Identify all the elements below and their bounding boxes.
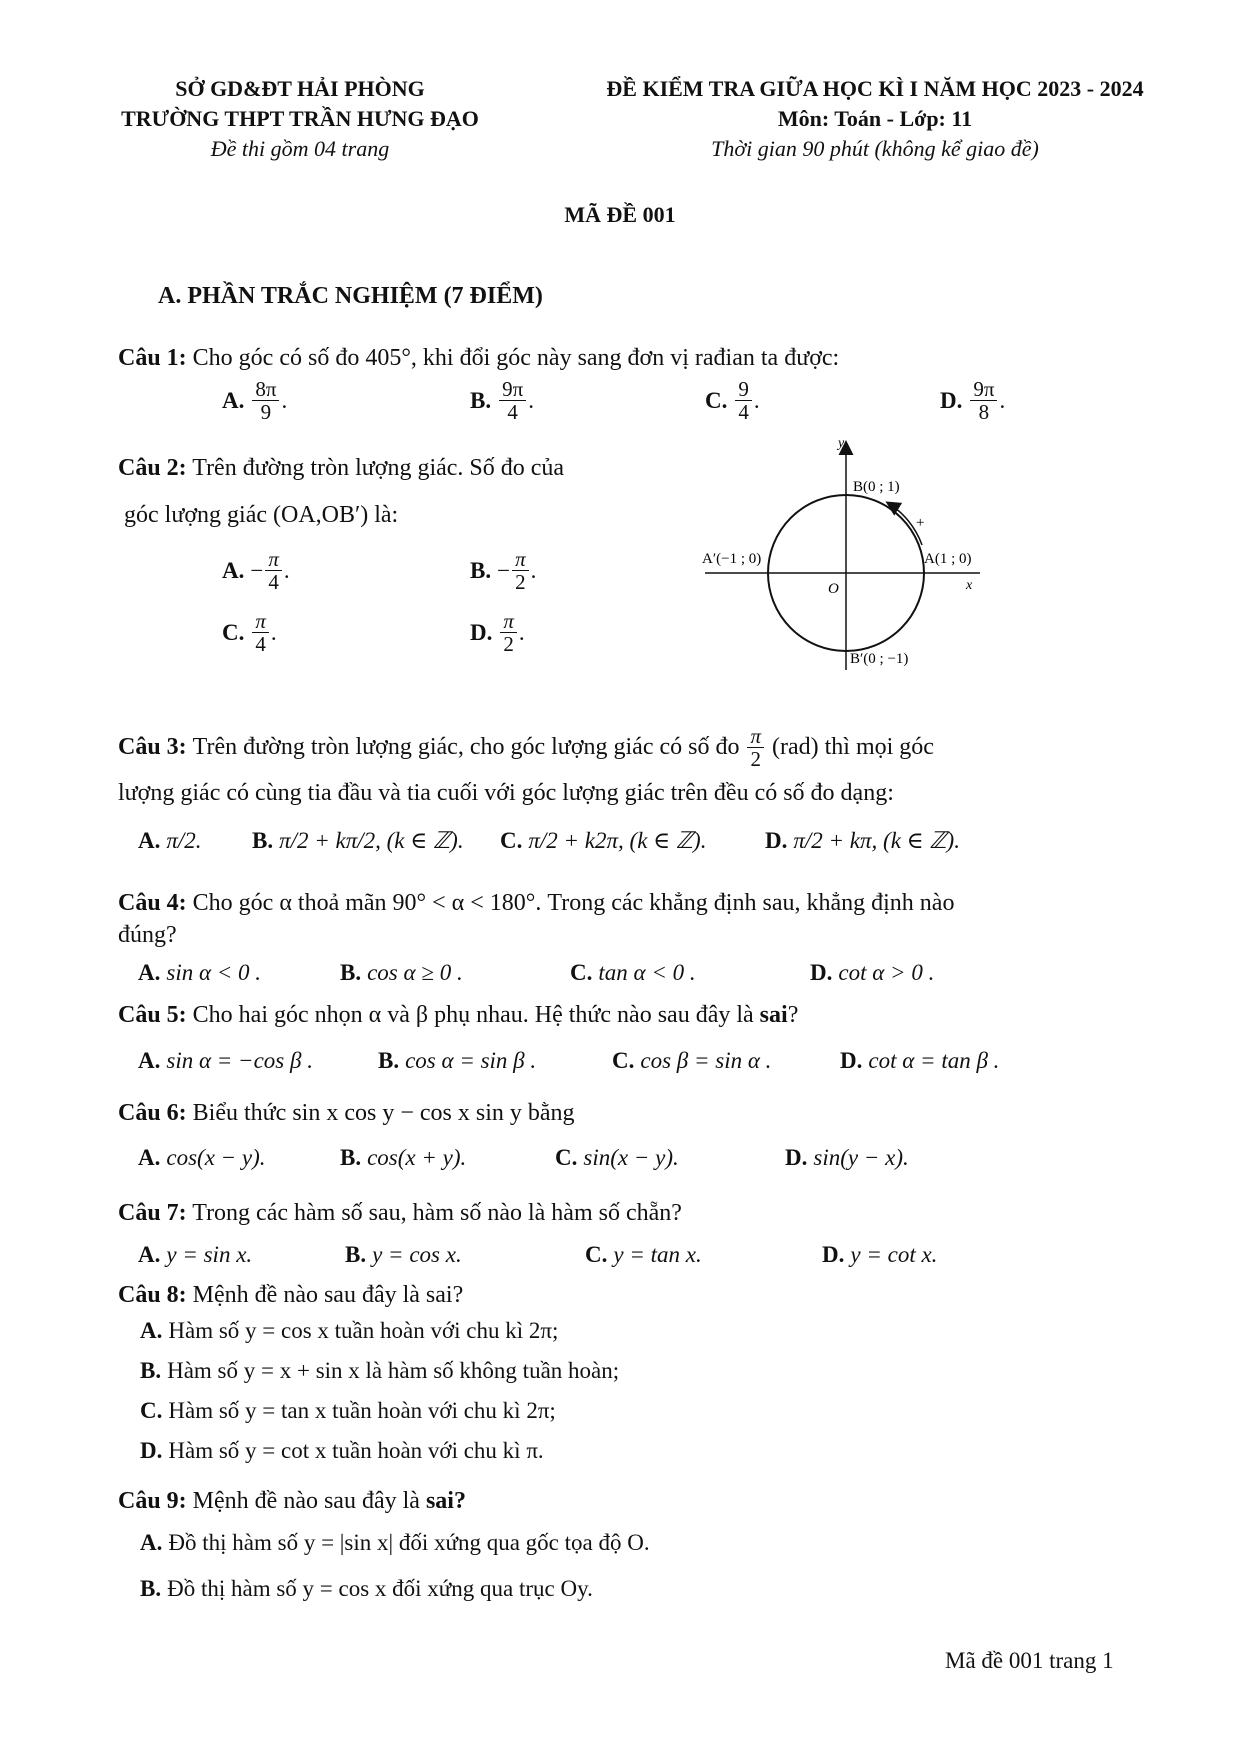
question-label: Câu 6: bbox=[118, 1100, 187, 1126]
question-8 bbox=[118, 1282, 463, 1309]
point-b-prime-label: B′(0 ; −1) bbox=[850, 651, 909, 667]
q9-option-a: A. Đồ thị hàm số y = |sin x| đối xứng qua gốc tọa độ O. bbox=[140, 1530, 650, 1555]
question-label: Câu 3: bbox=[118, 734, 187, 761]
question-text: Cho hai góc nhọn α và β phụ nhau. Hệ thức nào sau đây là bbox=[192, 1002, 754, 1028]
question-4-line2: đúng? bbox=[118, 922, 177, 948]
q5-option-b: B. cos α = sin β . bbox=[378, 1048, 537, 1073]
positive-direction-label: + bbox=[916, 515, 925, 531]
question-text: Mệnh đề nào sau đây là sai? bbox=[192, 1282, 464, 1308]
q4-option-d: D. cot α > 0 . bbox=[810, 960, 935, 985]
origin-label: O bbox=[828, 581, 839, 597]
q3-option-b: B. π/2 + kπ/2, (k ∈ ℤ). bbox=[252, 828, 464, 853]
question-text: Trên đường tròn lượng giác, cho góc lượng giác có số đo bbox=[192, 734, 740, 761]
question-text: Trên đường tròn lượng giác. Số đo của bbox=[192, 455, 565, 481]
q1-option-d: D. $\frac{9\pi}{8}$ . bbox=[940, 377, 1006, 425]
school-name: TRƯỜNG THPT TRẦN HƯNG ĐẠO bbox=[121, 106, 479, 131]
page-footer: Mã đề 001 trang 1 bbox=[945, 1648, 1114, 1673]
q8-option-a: A. Hàm số y = cos x tuần hoàn với chu kì 2π; bbox=[140, 1318, 559, 1343]
section-title: A. PHẦN TRẮC NGHIỆM (7 ĐIỂM) bbox=[158, 283, 543, 309]
x-axis-label: x bbox=[966, 578, 973, 593]
question-9 bbox=[118, 1488, 466, 1515]
q3-option-c: C. π/2 + k2π, (k ∈ ℤ). bbox=[500, 828, 707, 853]
exam-code: MÃ ĐỀ 001 bbox=[564, 202, 676, 227]
q2-option-a: A. − $\frac{\pi}{4}$ . bbox=[222, 547, 290, 595]
q5-option-d: D. cot α = tan β . bbox=[840, 1048, 1000, 1073]
q8-option-b: B. Hàm số y = x + sin x là hàm số không tuần hoàn; bbox=[140, 1358, 620, 1383]
q3-option-d: D. π/2 + kπ, (k ∈ ℤ). bbox=[765, 828, 960, 853]
question-label: Câu 4: bbox=[118, 890, 187, 916]
exam-title: ĐỀ KIỂM TRA GIỮA HỌC KÌ I NĂM HỌC 2023 - 2024 bbox=[606, 76, 1144, 101]
question-1 bbox=[118, 345, 839, 372]
question-7 bbox=[118, 1200, 682, 1227]
question-text: Cho góc α thoả mãn 90° < α < 180°. Trong các khẳng định sau, khẳng định nào bbox=[192, 890, 955, 916]
point-a-label: A(1 ; 0) bbox=[924, 551, 972, 567]
question-text: Biểu thức sin x cos y − cos x sin y bằng bbox=[192, 1100, 575, 1126]
q7-option-b: B. y = cos x. bbox=[345, 1242, 462, 1267]
q1-option-c: C. $\frac{9}{4}$ . bbox=[705, 377, 760, 425]
question-label: Câu 2: bbox=[118, 455, 187, 481]
question-text: Cho góc có số đo 405°, khi đổi góc này sang đơn vị rađian ta được: bbox=[192, 345, 840, 371]
question-text: Mệnh đề nào sau đây là bbox=[192, 1488, 420, 1514]
point-b-label: B(0 ; 1) bbox=[853, 479, 900, 495]
q9-option-b: B. Đồ thị hàm số y = cos x đối xứng qua trục Oy. bbox=[140, 1576, 593, 1601]
page-count: Đề thi gồm 04 trang bbox=[210, 136, 390, 161]
question-5: Câu 5: Cho hai góc nhọn α và β phụ nhau. Hệ thức nào sau đây là sai? bbox=[118, 1002, 799, 1028]
q4-option-a: A. sin α < 0 . bbox=[138, 960, 262, 985]
q4-option-b: B. cos α ≥ 0 . bbox=[340, 960, 463, 985]
exam-subject: Môn: Toán - Lớp: 11 bbox=[777, 106, 973, 131]
q8-option-c: C. Hàm số y = tan x tuần hoàn với chu kì 2π; bbox=[140, 1398, 556, 1423]
question-2-line2: góc lượng giác (OA,OB′) là: bbox=[124, 502, 399, 528]
question-emphasis: sai? bbox=[425, 1488, 466, 1514]
question-text: Trong các hàm số sau, hàm số nào là hàm số chẵn? bbox=[192, 1200, 682, 1226]
question-label: Câu 5: bbox=[118, 1002, 187, 1028]
question-label: Câu 8: bbox=[118, 1282, 187, 1308]
q2-option-c: C. $\frac{\pi}{4}$ . bbox=[222, 609, 277, 657]
q6-option-a: A. cos(x − y). bbox=[138, 1145, 266, 1170]
question-emphasis: sai bbox=[759, 1002, 788, 1028]
department-name: SỞ GD&ĐT HẢI PHÒNG bbox=[175, 76, 425, 101]
q8-option-d: D. Hàm số y = cot x tuần hoàn với chu kì π. bbox=[140, 1438, 544, 1463]
q5-option-c: C. cos β = sin α . bbox=[612, 1048, 772, 1073]
q7-option-d: D. y = cot x. bbox=[822, 1242, 938, 1267]
q5-option-a: A. sin α = −cos β . bbox=[138, 1048, 313, 1073]
point-a-prime-label: A′(−1 ; 0) bbox=[702, 551, 762, 567]
q1-option-a: A. $\frac{8\pi}{9}$ . bbox=[222, 377, 288, 425]
question-4 bbox=[118, 890, 954, 917]
question-label: Câu 7: bbox=[118, 1200, 187, 1226]
q6-option-c: C. sin(x − y). bbox=[555, 1145, 679, 1170]
question-3-line2: lượng giác có cùng tia đầu và tia cuối với góc lượng giác trên đều có số đo dạng: bbox=[118, 780, 894, 806]
q6-option-d: D. sin(y − x). bbox=[785, 1145, 909, 1170]
q7-option-a: A. y = sin x. bbox=[138, 1242, 253, 1267]
question-2 bbox=[118, 455, 564, 482]
q6-option-b: B. cos(x + y). bbox=[340, 1145, 467, 1170]
q3-option-a: A. π/2. bbox=[138, 828, 202, 853]
q2-option-b: B. − $\frac{\pi}{2}$ . bbox=[470, 547, 537, 595]
exam-time: Thời gian 90 phút (không kể giao đề) bbox=[711, 136, 1039, 161]
question-6 bbox=[118, 1100, 575, 1127]
question-3: Câu 3: Trên đường tròn lượng giác, cho góc lượng giác có số đo $\frac{\pi}{2}$ (rad) thì mọi góc bbox=[118, 724, 934, 772]
question-label: Câu 9: bbox=[118, 1488, 187, 1514]
unit-circle-figure bbox=[690, 435, 1010, 675]
question-label: Câu 1: bbox=[118, 345, 187, 371]
q7-option-c: C. y = tan x. bbox=[585, 1242, 702, 1267]
q4-option-c: C. tan α < 0 . bbox=[570, 960, 696, 985]
q1-option-b: B. $\frac{9\pi}{4}$ . bbox=[470, 377, 534, 425]
q2-option-d: D. $\frac{\pi}{2}$ . bbox=[470, 609, 525, 657]
y-axis-label: y bbox=[838, 436, 845, 451]
